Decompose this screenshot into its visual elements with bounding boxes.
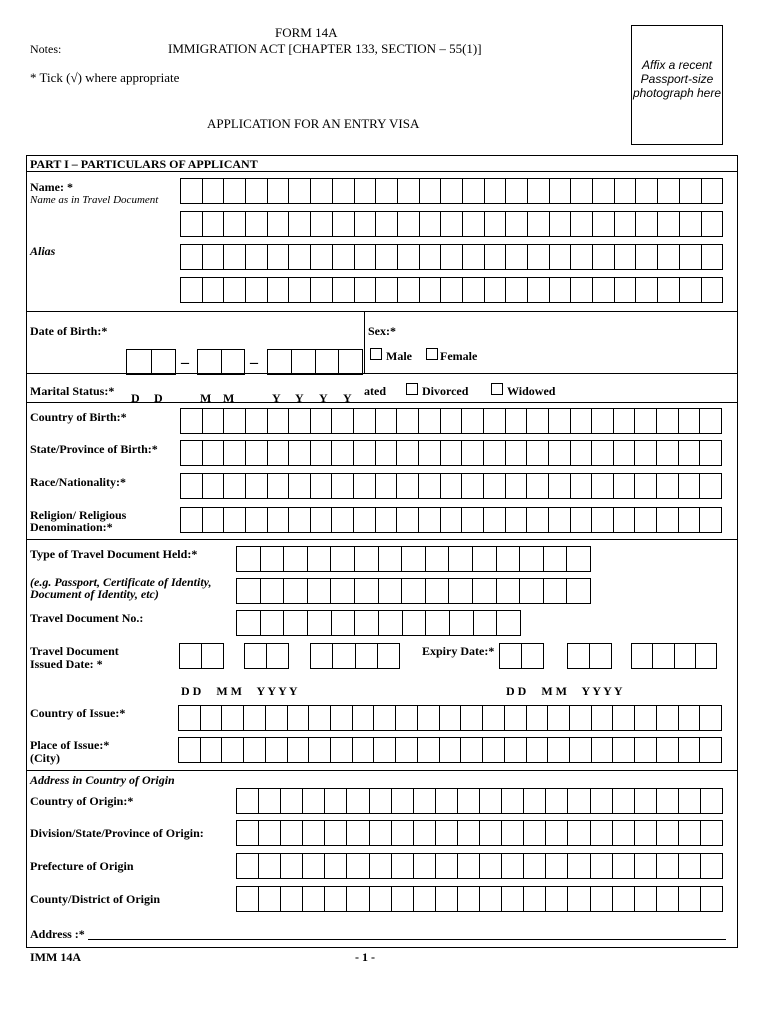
country-birth-label: Country of Birth:*	[30, 410, 127, 424]
issued-year-field[interactable]	[310, 643, 400, 669]
country-issue-label: Country of Issue:*	[30, 706, 126, 720]
name-hint: Name as in Travel Document	[30, 194, 159, 206]
origin-prefecture-label: Prefecture of Origin	[30, 859, 134, 873]
divider	[26, 171, 738, 172]
form-number: FORM 14A	[275, 25, 338, 40]
alias-label: Alias	[30, 244, 56, 258]
state-birth-field[interactable]	[180, 440, 722, 466]
expiry-date-label: Expiry Date:*	[422, 644, 495, 658]
origin-county-field[interactable]	[236, 886, 723, 912]
divorced-option: Divorced	[422, 384, 469, 398]
issued-day-field[interactable]	[179, 643, 224, 669]
alias-field-2[interactable]	[180, 277, 723, 303]
dob-format-d: D	[154, 391, 163, 405]
name-field-1[interactable]	[180, 178, 723, 204]
travel-doc-type-hint-cont: Document of Identity, etc)	[30, 587, 159, 601]
notes-label: Notes:	[30, 42, 62, 56]
expiry-month-field[interactable]	[567, 643, 612, 669]
origin-division-label: Division/State/Province of Origin:	[30, 826, 204, 840]
place-issue-field[interactable]	[178, 737, 722, 763]
date-separator: –	[250, 354, 258, 371]
expiry-year-field[interactable]	[631, 643, 717, 669]
date-separator: –	[181, 354, 189, 371]
religion-label: Religion/ Religious	[30, 508, 127, 522]
race-field[interactable]	[180, 473, 722, 499]
dob-month-field[interactable]	[197, 349, 245, 375]
female-option: Female	[440, 349, 478, 363]
address-field[interactable]	[88, 939, 726, 940]
part1-title: PART I – PARTICULARS OF APPLICANT	[30, 157, 258, 171]
dob-day-field[interactable]	[126, 349, 176, 375]
marital-label: Marital Status:*	[30, 384, 115, 398]
dob-format-y: Y	[272, 391, 281, 405]
place-issue-label: Place of Issue:*	[30, 738, 110, 752]
photo-instructions: Affix a recent Passport-size photograph here	[632, 58, 722, 100]
dob-format-m: M	[223, 391, 235, 405]
issued-date-format: D D M M Y Y Y Y	[181, 684, 298, 698]
divorced-checkbox[interactable]	[406, 383, 418, 395]
alias-field-1[interactable]	[180, 244, 723, 270]
tick-instruction: * Tick (√) where appropriate	[30, 70, 180, 85]
state-birth-label: State/Province of Birth:*	[30, 442, 158, 456]
dob-format-y: Y	[295, 391, 304, 405]
travel-doc-type-hint: (e.g. Passport, Certificate of Identity,	[30, 575, 212, 589]
form-code: IMM 14A	[30, 950, 81, 964]
divider	[26, 311, 738, 312]
issued-month-field[interactable]	[244, 643, 289, 669]
religion-field[interactable]	[180, 507, 722, 533]
address-label: Address :*	[30, 927, 85, 941]
country-birth-field[interactable]	[180, 408, 722, 434]
place-issue-hint: (City)	[30, 751, 60, 765]
male-checkbox[interactable]	[370, 348, 382, 360]
photo-box	[631, 25, 723, 145]
divider	[364, 311, 365, 373]
divider	[26, 373, 738, 374]
page-number: - 1 -	[355, 950, 375, 964]
act-reference: IMMIGRATION ACT [CHAPTER 133, SECTION – 55(1)]	[168, 41, 482, 56]
travel-doc-no-label: Travel Document No.:	[30, 611, 144, 625]
name-label: Name: *	[30, 180, 73, 194]
divider	[26, 539, 738, 540]
female-checkbox[interactable]	[426, 348, 438, 360]
origin-country-field[interactable]	[236, 788, 723, 814]
dob-format-d: D	[131, 391, 140, 405]
form-title: APPLICATION FOR AN ENTRY VISA	[207, 116, 420, 131]
name-field-2[interactable]	[180, 211, 723, 237]
expiry-day-field[interactable]	[499, 643, 544, 669]
divider	[26, 402, 738, 403]
sex-label: Sex:*	[368, 324, 396, 338]
marital-option-separated: ated	[364, 384, 386, 398]
origin-prefecture-field[interactable]	[236, 853, 723, 879]
dob-label: Date of Birth:*	[30, 324, 108, 338]
dob-format-m: M	[200, 391, 212, 405]
country-issue-field[interactable]	[178, 705, 722, 731]
origin-country-label: Country of Origin:*	[30, 794, 134, 808]
divider	[26, 770, 738, 771]
dob-format-y: Y	[319, 391, 328, 405]
origin-county-label: County/District of Origin	[30, 892, 160, 906]
male-option: Male	[386, 349, 412, 363]
widowed-checkbox[interactable]	[491, 383, 503, 395]
widowed-option: Widowed	[507, 384, 556, 398]
issued-date-label: Travel Document	[30, 644, 119, 658]
travel-doc-type-label: Type of Travel Document Held:*	[30, 547, 198, 561]
origin-section-title: Address in Country of Origin	[30, 773, 175, 787]
religion-label-cont: Denomination:*	[30, 520, 113, 534]
travel-doc-type-field-2[interactable]	[236, 578, 591, 604]
dob-year-field[interactable]	[267, 349, 363, 375]
travel-doc-no-field[interactable]	[236, 610, 521, 636]
origin-division-field[interactable]	[236, 820, 723, 846]
travel-doc-type-field-1[interactable]	[236, 546, 591, 572]
race-label: Race/Nationality:*	[30, 475, 126, 489]
issued-date-label-cont: Issued Date: *	[30, 657, 103, 671]
dob-format-y: Y	[343, 391, 352, 405]
expiry-date-format: D D M M Y Y Y Y	[506, 684, 623, 698]
